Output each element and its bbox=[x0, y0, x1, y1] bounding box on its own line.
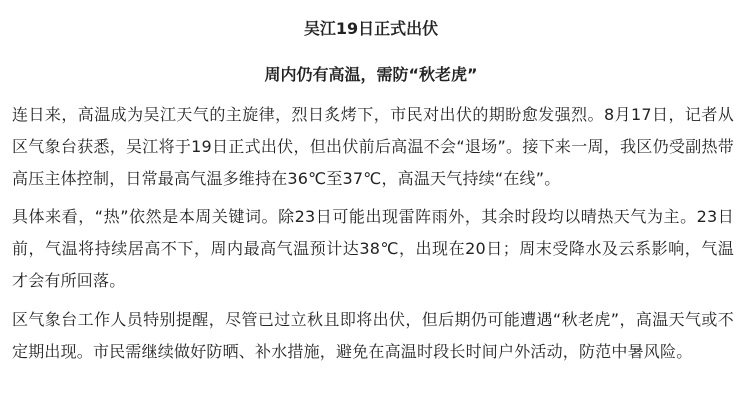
article-subtitle: 周内仍有高温，需防“秋老虎” bbox=[264, 65, 478, 84]
article-title: 吴江19日正式出伏 bbox=[303, 19, 439, 38]
article-paragraph-3: 区气象台工作人员特别提醒，尽管已过立秋且即将出伏，但后期仍可能遭遇“秋老虎”，高温天气或不定期出现。市民需继续做好防晒、补水措施，避免在高温时段长时间户外活动，防范中暑风险。 bbox=[12, 310, 734, 361]
article-paragraph-2: 具体来看，“热”依然是本周关键词。除23日可能出现雷阵雨外，其余时段均以晴热天气为主。23日前，气温将持续居高不下，周内最高气温预计达38℃，出现在20日；周末受降水及云系影响，气温才会有所回落。 bbox=[12, 207, 734, 290]
article-paragraph-1: 连日来，高温成为吴江天气的主旋律，烈日炙烤下，市民对出伏的期盼愈发强烈。8月17日，记者从区气象台获悉，吴江将于19日正式出伏，但出伏前后高温不会“退场”。接下来一周，我区仍受副热带高压主体控制，日常最高气温多维持在36℃至37℃，高温天气持续“在线”。 bbox=[12, 105, 734, 188]
